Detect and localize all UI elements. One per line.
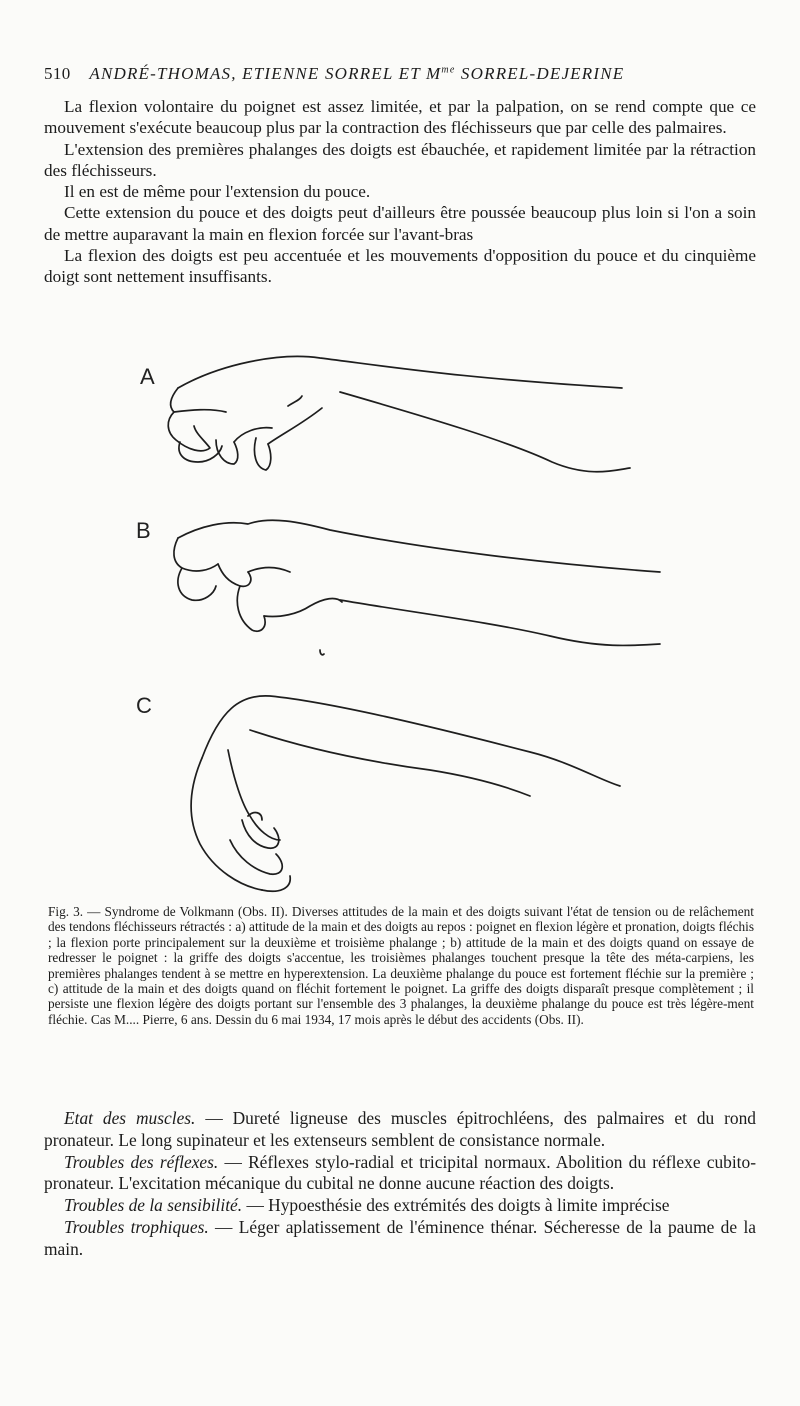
page-number: 510: [44, 64, 71, 83]
running-head: [89, 64, 624, 83]
section-paragraph: [44, 1217, 756, 1261]
section-text: — Hypoesthésie des extrémités des doigts à limite imprécise: [242, 1195, 670, 1216]
running-head-tail: SORREL-DEJERINE: [455, 64, 625, 83]
running-head-sup: me: [441, 64, 456, 76]
caption-label: Fig. 3.: [48, 904, 84, 919]
section-paragraph: [44, 1152, 756, 1196]
hand-figure: [130, 350, 670, 900]
figure-caption: [48, 904, 754, 1027]
section-text: — Dureté ligneuse des muscles épitrochléens, des palmaires et du rond pronateur. Le long supinateur et les extenseurs semblent de consistance normale.: [44, 1108, 756, 1150]
paragraph: La flexion volontaire du poignet est assez limitée, et par la palpation, on se rend compte que ce mouvement s'exécute beaucoup plus par la contraction des fléchisseurs que par celle des palmaires.: [44, 97, 756, 138]
clinical-sections: [44, 1108, 756, 1261]
section-text: — Réflexes stylo-radial et tricipital normaux. Abolition du réflexe cubito-pronateur. L'excitation mécanique du cubital ne donne aucune réaction des doigts.: [44, 1151, 756, 1194]
paragraph: L'extension des premières phalanges des doigts est ébauchée, et rapidement limitée par la rétraction des fléchisseurs.: [44, 139, 756, 180]
section-paragraph: [44, 1108, 756, 1152]
section-title: Troubles de la sensibilité.: [64, 1195, 243, 1216]
drawing-b-wrist-extension: [174, 520, 660, 655]
running-header: [44, 64, 744, 84]
section-title: Etat des muscles.: [64, 1108, 196, 1128]
drawing-c-wrist-flexion: [191, 696, 620, 891]
caption-text: — Syndrome de Volkmann (Obs. II). Diverses attitudes de la main et des doigts suivant l'état de tension ou de relâchement des tendons fléchisseurs rétractés : a) attitude de la main et des doigts au repos : poignet en flexion légère et pronation, doigts fléchis ; la flexion porte principalement sur la deuxième et troisième phalange ; b) attitude de la main et des doigts quand on essaye de redresser le poignet : la griffe des doigts s'accentue, les troisièmes phalanges touchent presque la tête des méta-carpiens, les premières phalanges tendent à se mettre en hyperextension. La deuxième phalange du pouce est fortement fléchie sur la première ; c) attitude de la main et des doigts quand on fléchit fortement le poignet. La griffe des doigts disparaît presque complètement ; il persiste une flexion légère des doigts portant sur l'ensemble des 3 phalanges, la deuxième phalange du pouce est très légère-ment fléchie. Cas M.... Pierre, 6 ans. Dessin du 6 mai 1934, 17 mois après le début des accidents (Obs. II).: [48, 904, 755, 1027]
paragraph: Il en est de même pour l'extension du pouce.: [64, 182, 371, 202]
figure-label-a: A: [140, 364, 155, 389]
section-paragraph: [44, 1195, 756, 1217]
section-title: Troubles trophiques.: [64, 1216, 209, 1237]
paragraph: Cette extension du pouce et des doigts peut d'ailleurs être poussée beaucoup plus loin si l'on a soin de mettre auparavant la main en flexion forcée sur l'avant-bras: [44, 203, 756, 244]
section-title: Troubles des réflexes.: [64, 1151, 219, 1172]
intro-text: [44, 96, 756, 288]
running-head-main: ANDRÉ-THOMAS, ETIENNE SORREL ET M: [89, 64, 442, 83]
hand-drawings: [130, 350, 670, 900]
section-text: — Léger aplatissement de l'éminence thénar. Sécheresse de la paume de la main.: [44, 1216, 756, 1259]
figure-label-b: B: [136, 518, 151, 543]
paragraph: La flexion des doigts est peu accentuée et les mouvements d'opposition du pouce et du cinquième doigt sont nettement insuffisants.: [44, 246, 756, 287]
figure-label-c: C: [136, 693, 152, 718]
drawing-a-hand-at-rest: [168, 356, 630, 471]
